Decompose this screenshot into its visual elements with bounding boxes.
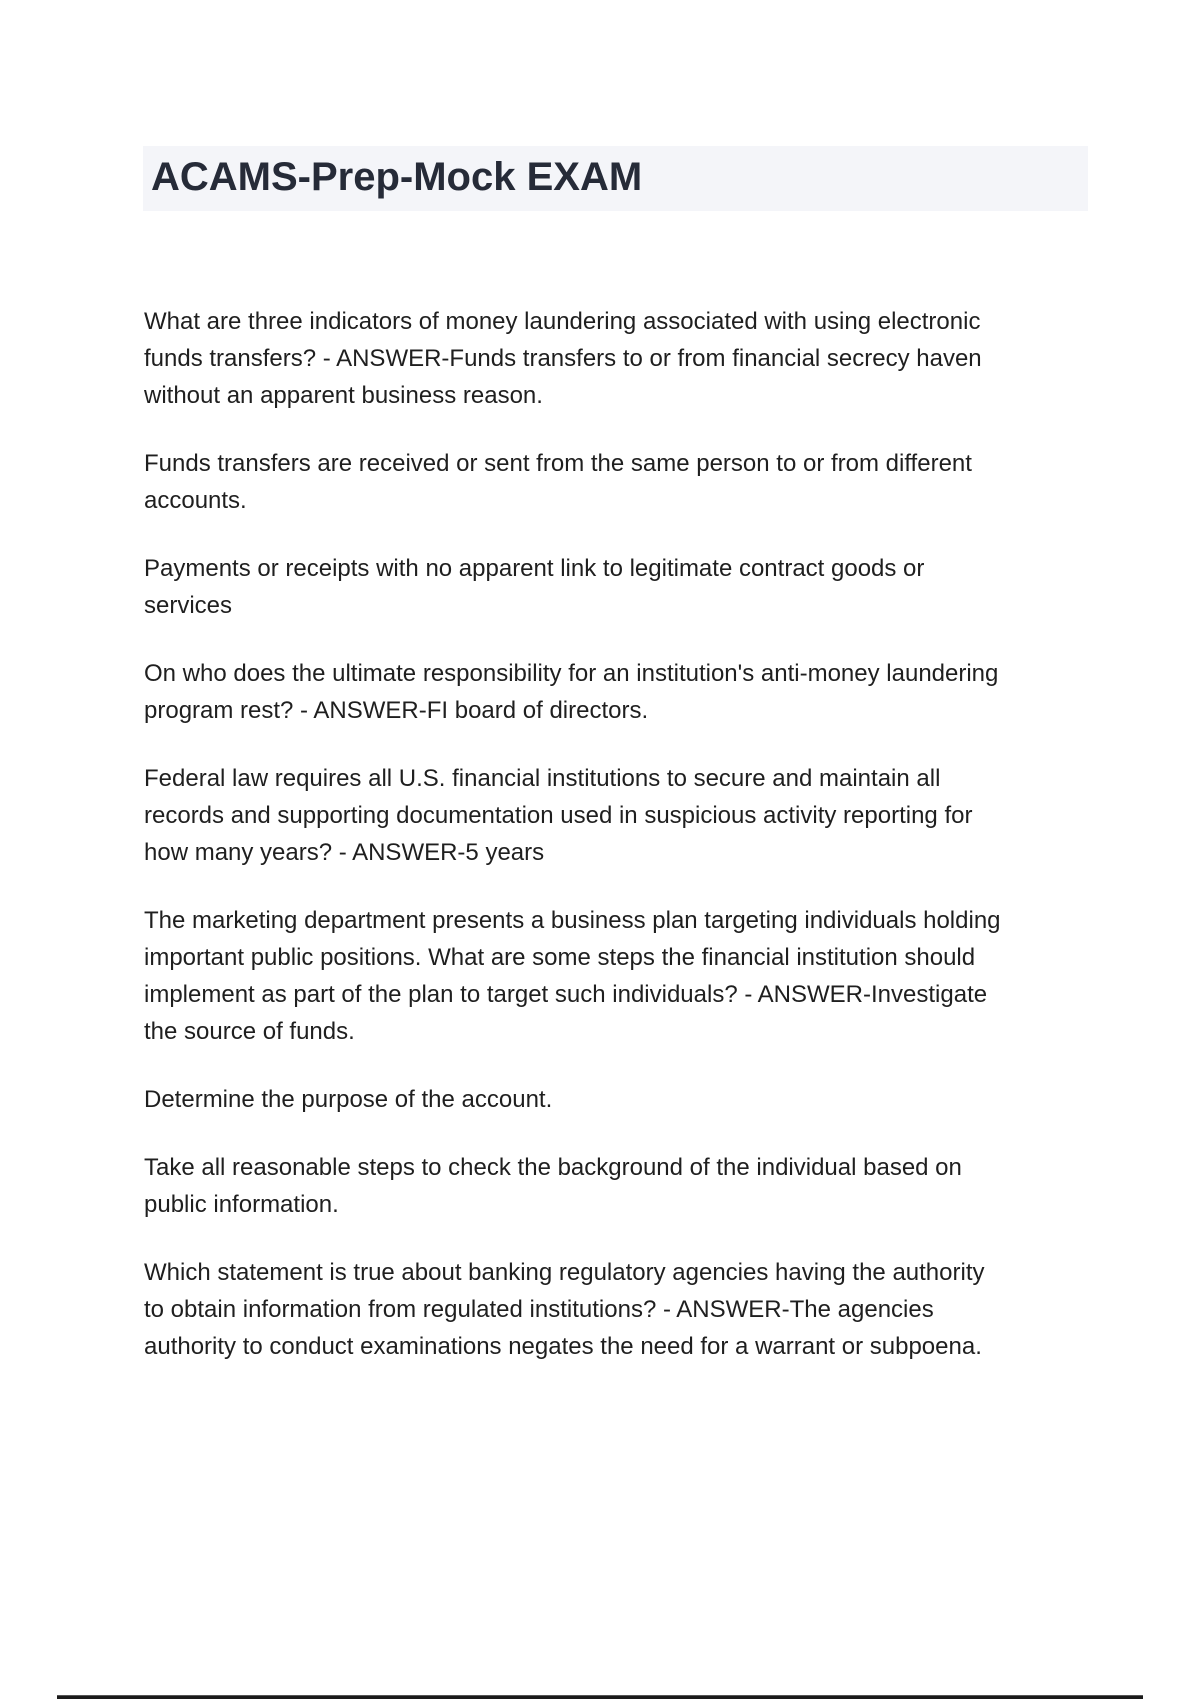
text-line: Federal law requires all U.S. financial institutions to secure and maintain all [144, 765, 941, 792]
page-bottom-divider [57, 1695, 1143, 1699]
text-line: accounts. [144, 487, 247, 514]
paragraph-a1-continued-2 [144, 550, 1104, 624]
page-title: ACAMS-Prep-Mock EXAM [143, 146, 1088, 211]
text-line: how many years? - ANSWER-5 years [144, 839, 545, 866]
text-line: to obtain information from regulated institutions? - ANSWER-The agencies [144, 1296, 934, 1323]
text-line: the source of funds. [144, 1018, 355, 1045]
text-line: funds transfers? - ANSWER-Funds transfers to or from financial secrecy haven [144, 345, 982, 372]
paragraph-q4 [144, 902, 1104, 1050]
text-line: implement as part of the plan to target such individuals? - ANSWER-Investigate [144, 981, 988, 1008]
text-line: records and supporting documentation used in suspicious activity reporting for [144, 802, 973, 829]
paragraph-q2 [144, 655, 1104, 729]
document-body [144, 303, 1104, 1396]
text-line: services [144, 592, 233, 619]
paragraph-q5 [144, 1254, 1104, 1365]
text-line: important public positions. What are some steps the financial institution should [144, 944, 976, 971]
text-line: The marketing department presents a business plan targeting individuals holding [144, 907, 1001, 934]
text-line: Determine the purpose of the account. [144, 1086, 553, 1113]
text-line: without an apparent business reason. [144, 382, 543, 409]
text-line: Take all reasonable steps to check the background of the individual based on [144, 1154, 962, 1181]
text-line: What are three indicators of money laundering associated with using electronic [144, 308, 981, 335]
paragraph-a4-continued [144, 1081, 1104, 1118]
paragraph-q1 [144, 303, 1104, 414]
text-line: authority to conduct examinations negates the need for a warrant or subpoena. [144, 1333, 982, 1360]
text-line: On who does the ultimate responsibility for an institution's anti-money laundering [144, 660, 999, 687]
paragraph-a4-continued-2 [144, 1149, 1104, 1223]
text-line: Payments or receipts with no apparent link to legitimate contract goods or [144, 555, 925, 582]
text-line: Which statement is true about banking regulatory agencies having the authority [144, 1259, 985, 1286]
paragraph-a1-continued [144, 445, 1104, 519]
text-line: public information. [144, 1191, 339, 1218]
paragraph-q3 [144, 760, 1104, 871]
text-line: Funds transfers are received or sent from the same person to or from different [144, 450, 972, 477]
text-line: program rest? - ANSWER-FI board of directors. [144, 697, 649, 724]
